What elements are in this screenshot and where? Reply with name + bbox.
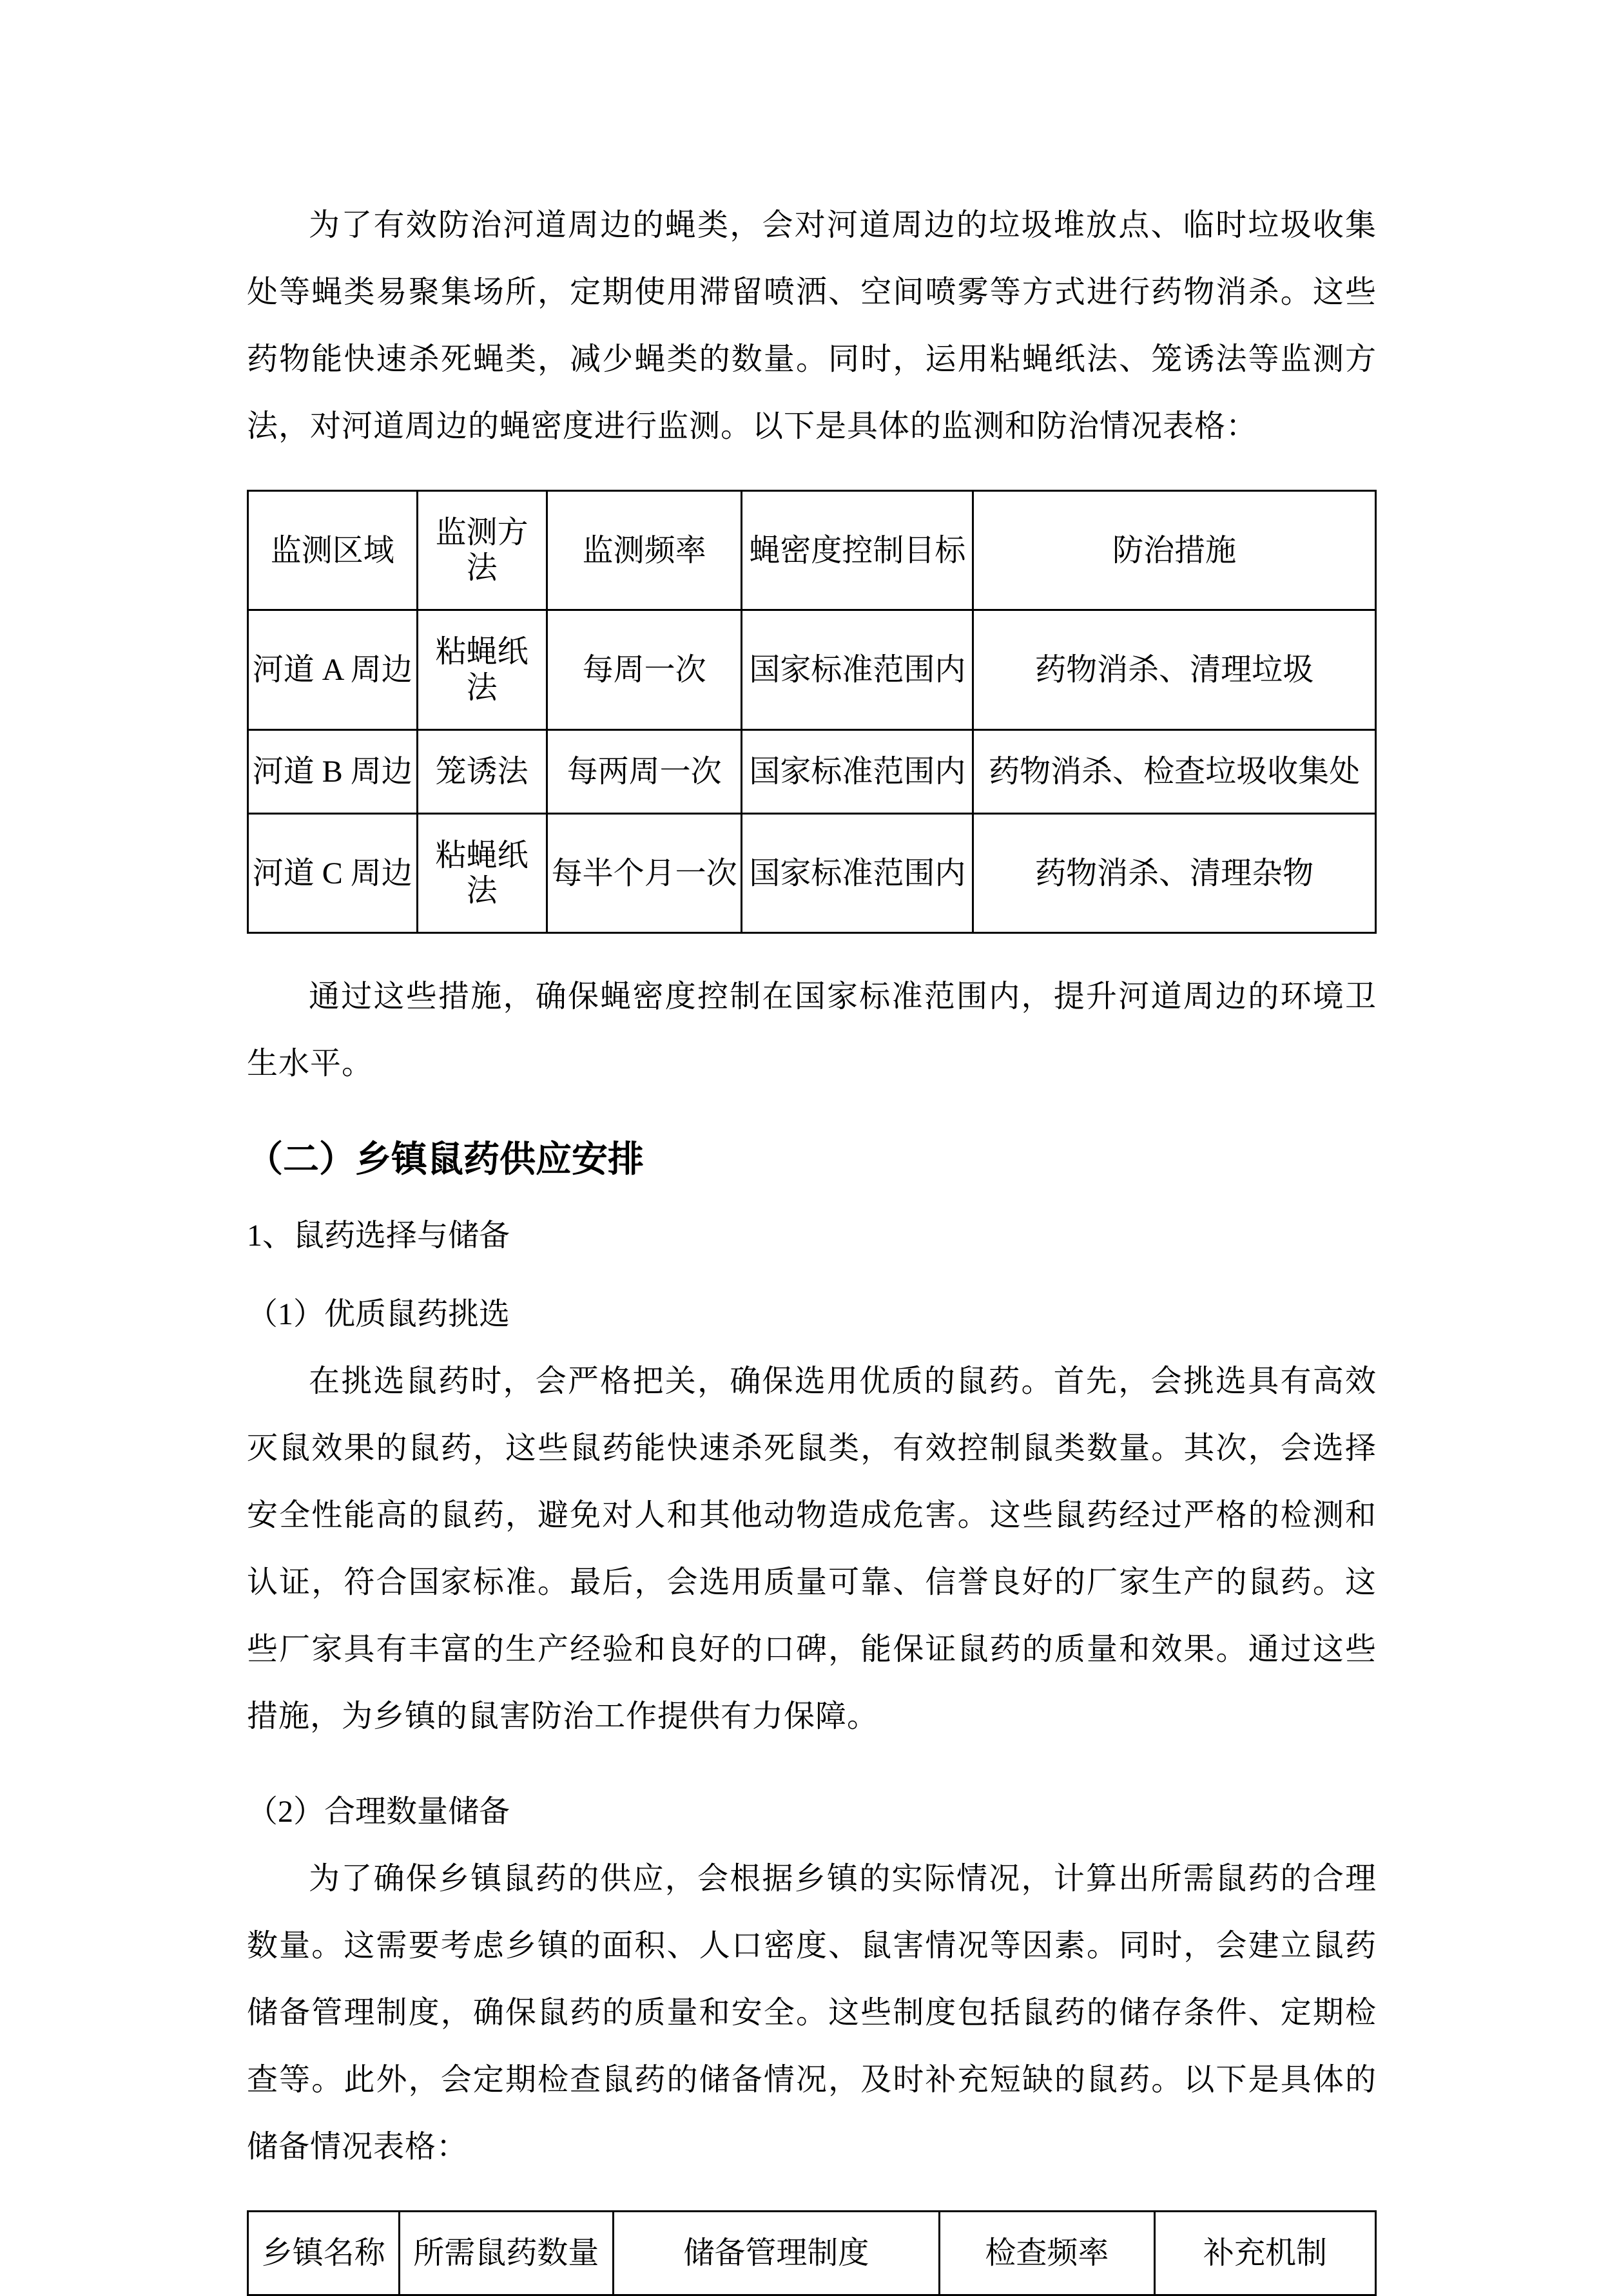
paragraph-fly-summary: 通过这些措施，确保蝇密度控制在国家标准范围内，提升河道周边的环境卫生水平。 bbox=[247, 979, 1377, 1081]
table-header-cell: 防治措施 bbox=[973, 491, 1376, 610]
table-cell: 国家标准范围内 bbox=[742, 729, 973, 813]
table-cell: 每半个月一次 bbox=[547, 813, 742, 932]
table-cell: 药物消杀、清理杂物 bbox=[973, 813, 1376, 932]
sub-heading-reasonable-reserve: （2）合理数量储备 bbox=[247, 1794, 510, 1829]
table-header-row bbox=[248, 2211, 1376, 2295]
table-cell: 每两周一次 bbox=[547, 729, 742, 813]
paragraph-reserve-plan: 为了确保乡镇鼠药的供应，会根据乡镇的实际情况，计算出所需鼠药的合理数量。这需要考虑乡镇的面积、人口密度、鼠害情况等因素。同时，会建立鼠药储备管理制度，确保鼠药的质量和安全。这些制度包括鼠药的储存条件、定期检查等。此外，会定期检查鼠药的储备情况，及时补充短缺的鼠药。以下是具体的储备情况表格： bbox=[247, 1861, 1377, 2164]
table-cell: 国家标准范围内 bbox=[742, 610, 973, 729]
table-cell: 粘蝇纸法 bbox=[417, 610, 547, 729]
table-cell: 国家标准范围内 bbox=[742, 813, 973, 932]
table-row bbox=[248, 729, 1376, 813]
table-header-cell: 监测方法 bbox=[417, 491, 547, 610]
table-header-cell: 所需鼠药数量 bbox=[399, 2211, 614, 2295]
rodenticide-reserve-table bbox=[247, 2210, 1377, 2296]
table-header-cell: 储备管理制度 bbox=[614, 2211, 940, 2295]
table-cell: 粘蝇纸法 bbox=[417, 813, 547, 932]
table-cell: 河道 B 周边 bbox=[248, 729, 418, 813]
sub-heading-selection-and-reserve: 1、鼠药选择与储备 bbox=[247, 1218, 510, 1253]
table-header-cell: 补充机制 bbox=[1155, 2211, 1376, 2295]
table-header-cell: 蝇密度控制目标 bbox=[742, 491, 973, 610]
fly-monitoring-table bbox=[247, 490, 1377, 934]
table-header-cell: 监测区域 bbox=[248, 491, 418, 610]
paragraph-rodenticide-selection: 在挑选鼠药时，会严格把关，确保选用优质的鼠药。首先，会挑选具有高效灭鼠效果的鼠药，这些鼠药能快速杀死鼠类，有效控制鼠类数量。其次，会选择安全性能高的鼠药，避免对人和其他动物造成危害。这些鼠药经过严格的检测和认证，符合国家标准。最后，会选用质量可靠、信誉良好的厂家生产的鼠药。这些厂家具有丰富的生产经验和良好的口碑，能保证鼠药的质量和效果。通过这些措施，为乡镇的鼠害防治工作提供有力保障。 bbox=[247, 1364, 1377, 1733]
table-cell: 河道 A 周边 bbox=[248, 610, 418, 729]
table-header-cell: 乡镇名称 bbox=[248, 2211, 400, 2295]
table-cell: 药物消杀、清理垃圾 bbox=[973, 610, 1376, 729]
table-header-row bbox=[248, 491, 1376, 610]
table-header-cell: 监测频率 bbox=[547, 491, 742, 610]
table-cell: 笼诱法 bbox=[417, 729, 547, 813]
table-cell: 每周一次 bbox=[547, 610, 742, 729]
table-cell: 药物消杀、检查垃圾收集处 bbox=[973, 729, 1376, 813]
table-header-cell: 检查频率 bbox=[939, 2211, 1154, 2295]
section-heading-rodenticide-supply: （二）乡镇鼠药供应安排 bbox=[247, 1140, 644, 1181]
table-row bbox=[248, 813, 1376, 932]
table-row bbox=[248, 610, 1376, 729]
table-cell: 河道 C 周边 bbox=[248, 813, 418, 932]
paragraph-fly-control: 为了有效防治河道周边的蝇类，会对河道周边的垃圾堆放点、临时垃圾收集处等蝇类易聚集场所，定期使用滞留喷洒、空间喷雾等方式进行药物消杀。这些药物能快速杀死蝇类，减少蝇类的数量。同时，运用粘蝇纸法、笼诱法等监测方法，对河道周边的蝇密度进行监测。以下是具体的监测和防治情况表格： bbox=[247, 208, 1377, 443]
sub-heading-quality-selection: （1）优质鼠药挑选 bbox=[247, 1297, 510, 1331]
